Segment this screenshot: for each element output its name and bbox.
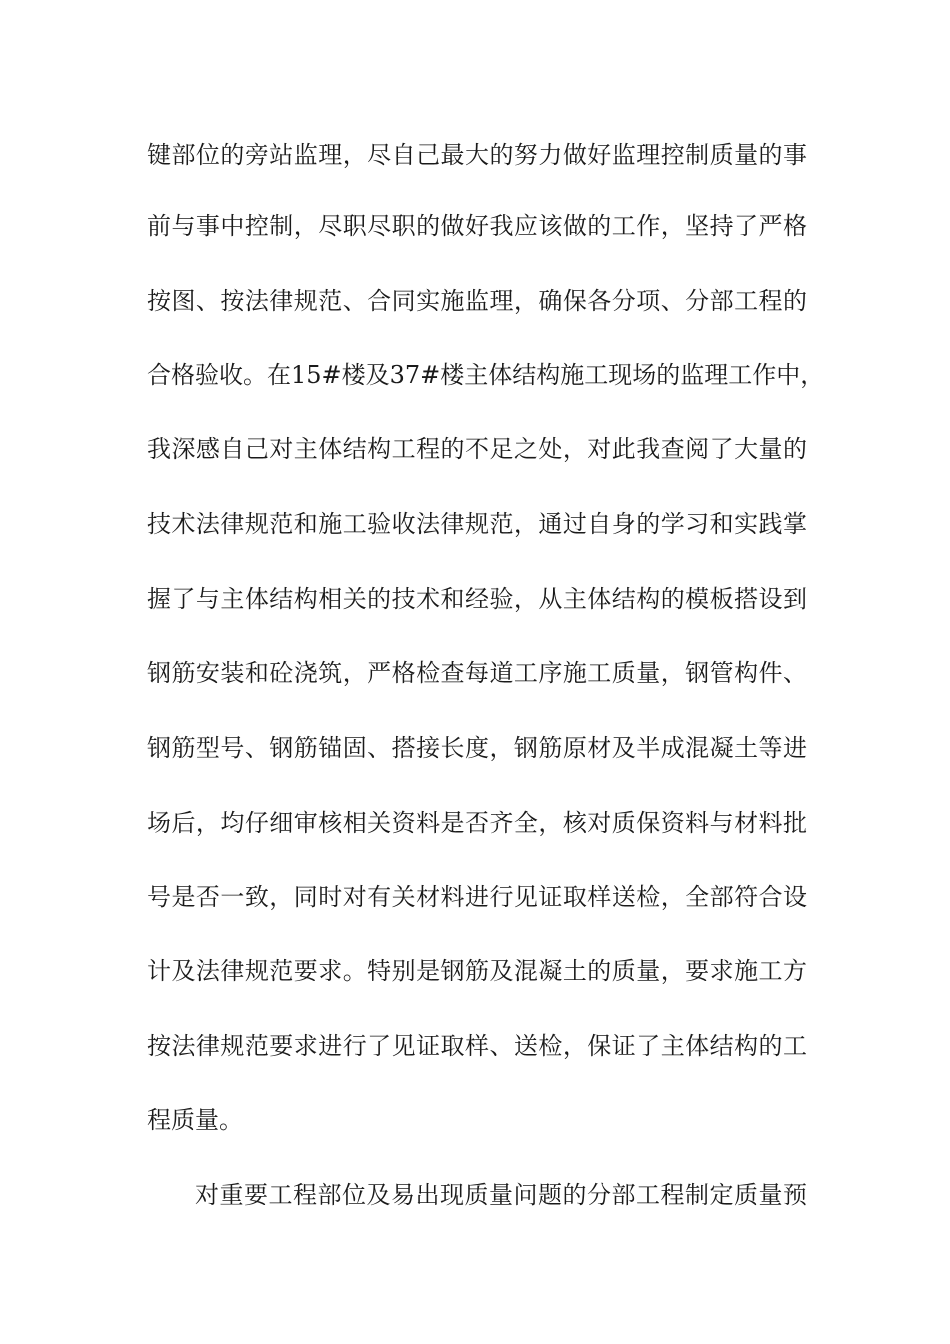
text-line: 按图、按法律规范、合同实施监理，确保各分项、分部工程的 <box>147 287 807 315</box>
text-line: 钢筋型号、钢筋锚固、搭接长度，钢筋原材及半成混凝土等进 <box>147 734 807 762</box>
text-line: 我深感自己对主体结构工程的不足之处，对此我查阅了大量的 <box>147 435 807 463</box>
text-line: 对重要工程部位及易出现质量问题的分部工程制定质量预 <box>195 1181 807 1209</box>
text-line: 按法律规范要求进行了见证取样、送检，保证了主体结构的工 <box>147 1032 807 1060</box>
text-line: 键部位的旁站监理，尽自己最大的努力做好监理控制质量的事 <box>147 141 807 169</box>
text-line: 握了与主体结构相关的技术和经验，从主体结构的模板搭设到 <box>147 585 807 613</box>
text-line: 技术法律规范和施工验收法律规范，通过自身的学习和实践掌 <box>147 510 807 538</box>
text-line: 程质量。 <box>147 1106 243 1134</box>
text-line: 钢筋安装和砼浇筑，严格检查每道工序施工质量，钢管构件、 <box>147 659 807 687</box>
text-line: 合格验收。在15#楼及37#楼主体结构施工现场的监理工作中， <box>147 361 825 389</box>
text-line: 计及法律规范要求。特别是钢筋及混凝土的质量，要求施工方 <box>147 957 807 985</box>
text-line: 号是否一致，同时对有关材料进行见证取样送检，全部符合设 <box>147 883 807 911</box>
text-line: 前与事中控制，尽职尽职的做好我应该做的工作，坚持了严格 <box>147 212 807 240</box>
text-line: 场后，均仔细审核相关资料是否齐全，核对质保资料与材料批 <box>147 809 807 837</box>
